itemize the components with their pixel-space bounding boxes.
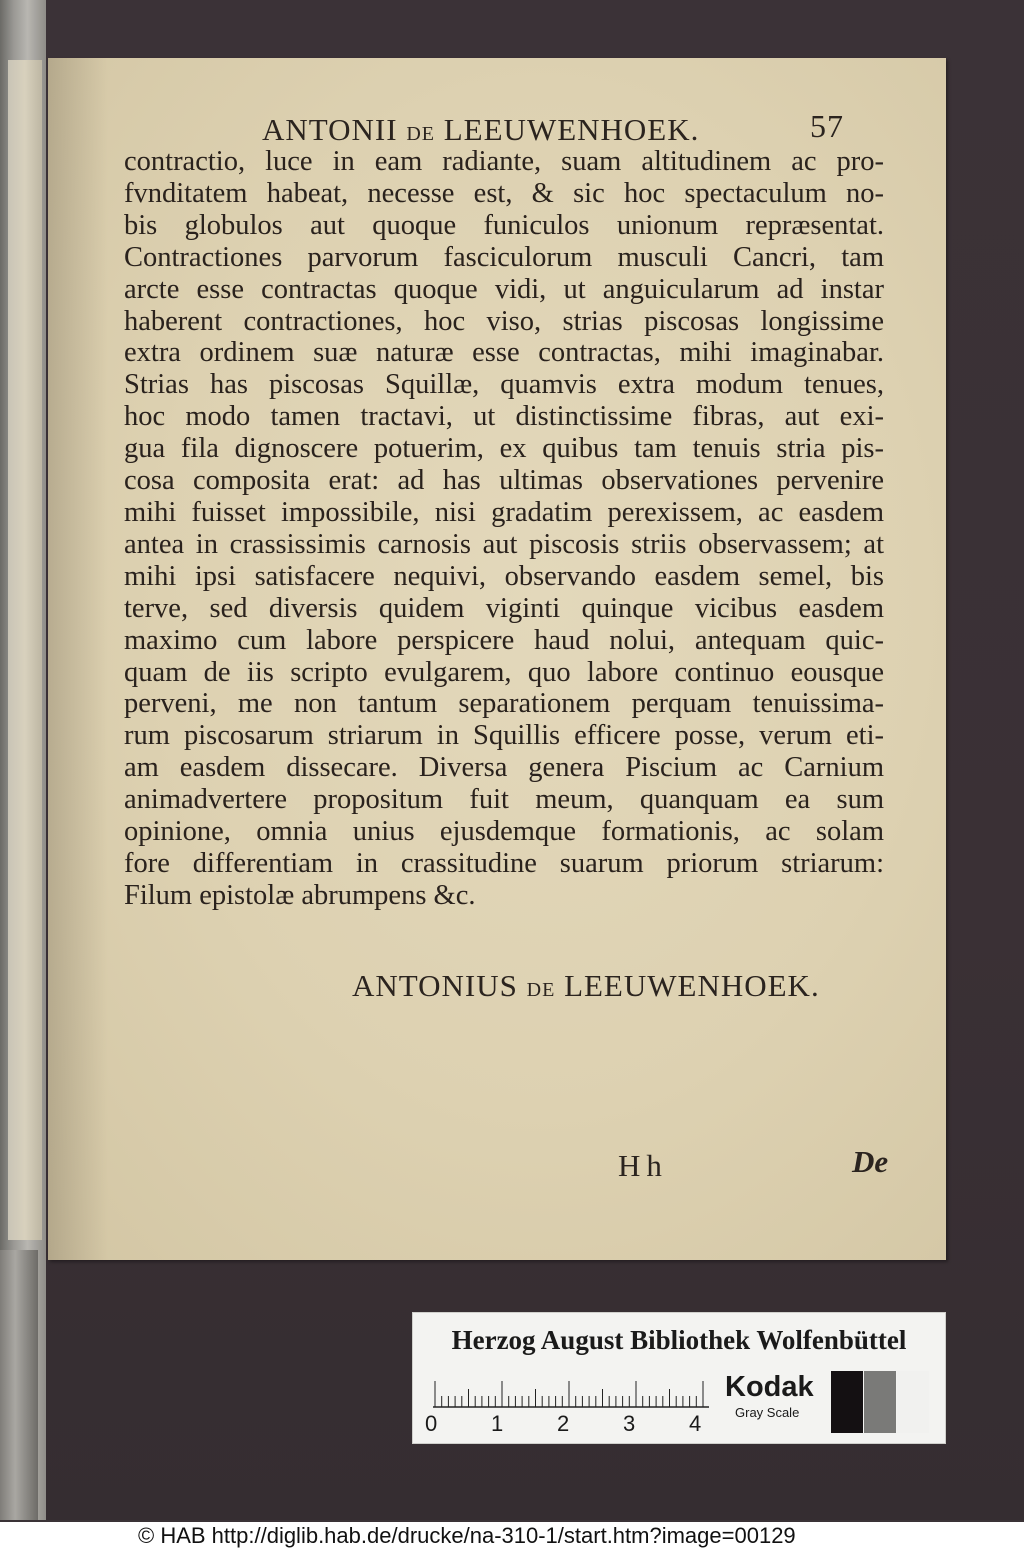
gray-patch [897, 1371, 929, 1433]
text-line: contractio, luce in eam radiante, suam altitudinem ac pro- [124, 146, 884, 177]
library-name: Herzog August Bibliothek Wolfenbüttel [451, 1325, 907, 1355]
running-head-surname: LEEUWENHOEK. [443, 112, 700, 147]
text-line: arcte esse contractas quoque vidi, ut anguicularum ad instar [124, 273, 884, 305]
credit-line: © HAB http://diglib.hab.de/drucke/na-310-1/start.htm?image=00129 [138, 1523, 796, 1548]
text-line: opinione, omnia unius ejusdemque formationis, ac solam [124, 816, 884, 848]
signature [352, 968, 892, 1004]
ruler-digit: 3 [623, 1411, 636, 1436]
catchword: De [852, 1144, 889, 1179]
scale-ruler [431, 1375, 711, 1409]
text-line: bis globulos aut quoque funiculos unionum repræsentat. [124, 209, 884, 241]
body-text [124, 146, 884, 912]
signature-mark: Hh [618, 1148, 668, 1183]
ruler-digit: 1 [491, 1411, 504, 1436]
running-head-name: ANTONII [262, 112, 398, 147]
text-line: haberent contractiones, hoc viso, strias piscosas longissime [124, 305, 884, 337]
text-line: fore differentiam in crassitudine suarum priorum striarum: [124, 847, 884, 879]
ruler-digit: 0 [425, 1411, 438, 1436]
kodak-logo: Kodak [725, 1371, 814, 1403]
running-head-de: DE [406, 123, 435, 145]
text-line: antea in crassissimis carnosis aut piscosis striis observassem; at [124, 528, 884, 560]
color-calibration-card [412, 1312, 946, 1444]
text-line: maximo cum labore perspicere haud nolui, antequam quic- [124, 624, 884, 656]
text-line: mihi fuisset impossibile, nisi gradatim perexissem, ac easdem [124, 496, 884, 528]
book-cover-edge [0, 1250, 38, 1520]
text-line: extra ordinem suæ naturæ esse contractas, mihi imaginabar. [124, 337, 884, 369]
text-line: gua fila dignoscere potuerim, ex quibus tam tenuis stria pis- [124, 433, 884, 465]
running-head [262, 108, 882, 148]
gray-patch [864, 1371, 896, 1433]
text-line: animadvertere propositum fuit meum, quanquam ea sum [124, 784, 884, 816]
ruler-digits [425, 1411, 725, 1437]
text-line: Contractiones parvorum fasciculorum musculi Cancri, tam [124, 241, 884, 273]
text-line: Filum epistolæ abrumpens &c. [124, 879, 476, 911]
page-gutter-shadow [48, 58, 108, 1260]
signature-surname: LEEUWENHOEK. [564, 968, 820, 1003]
text-line: perveni, me non tantum separationem perquam tenuissima- [124, 688, 884, 720]
ruler-digit: 4 [689, 1411, 702, 1436]
gray-patch [831, 1371, 863, 1433]
signature-de: DE [526, 979, 556, 1001]
gray-scale-label: Gray Scale [735, 1405, 800, 1420]
ruler-digit: 2 [557, 1411, 570, 1436]
adjacent-page-strip [8, 60, 42, 1240]
text-line: am easdem dissecare. Diversa genera Piscium ac Carnium [124, 752, 884, 784]
text-line: fvnditatem habeat, necesse est, & sic hoc spectaculum no- [124, 177, 884, 209]
text-line: Strias has piscosas Squillæ, quamvis extra modum tenues, [124, 369, 884, 401]
page-number: 57 [810, 108, 844, 144]
text-line: terve, sed diversis quidem viginti quinque vicibus easdem [124, 592, 884, 624]
text-line: hoc modo tamen tractavi, ut distinctissime fibras, aut exi- [124, 401, 884, 433]
text-line: mihi ipsi satisfacere nequivi, observando easdem semel, bis [124, 560, 884, 592]
text-line: cosa composita erat: ad has ultimas observationes pervenire [124, 465, 884, 497]
text-line: rum piscosarum striarum in Squillis efficere posse, verum eti- [124, 720, 884, 752]
signature-name: ANTONIUS [352, 968, 518, 1003]
text-line: quam de iis scripto evulgarem, quo labore continuo eousque [124, 656, 884, 688]
